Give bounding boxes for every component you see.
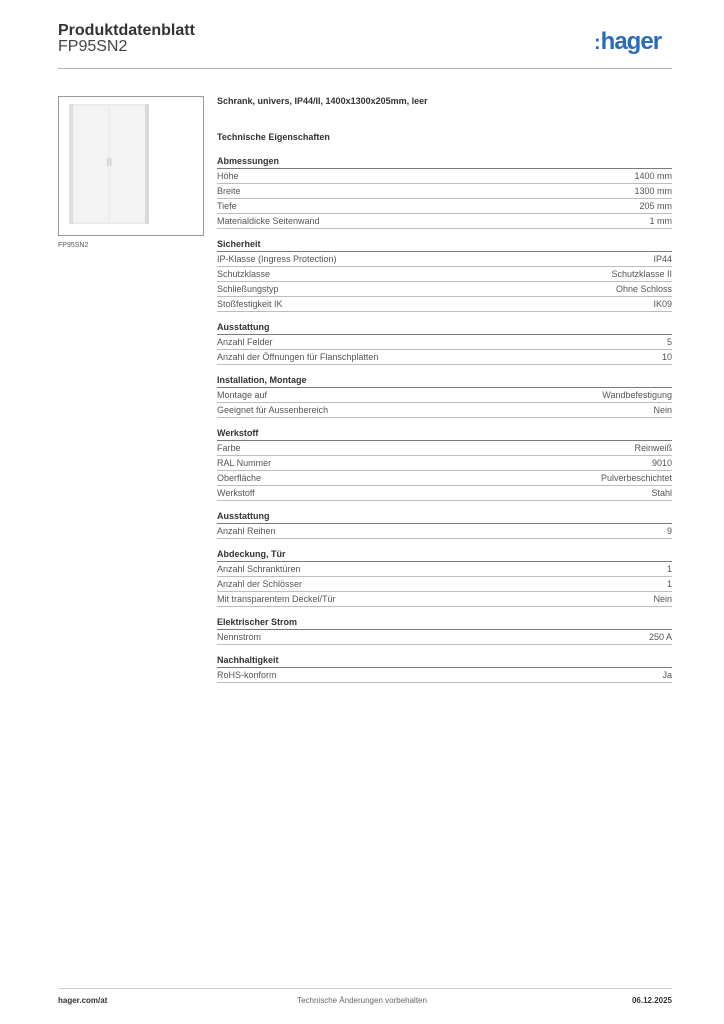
spec-value: Reinweiß <box>634 443 672 453</box>
product-image-frame <box>58 96 204 236</box>
spec-label: Höhe <box>217 171 239 181</box>
product-code: FP95SN2 <box>58 38 128 55</box>
cabinet-image <box>67 104 151 224</box>
spec-value: 5 <box>666 337 672 347</box>
section-title: Elektrischer Strom <box>217 616 672 630</box>
spec-value: 1 <box>666 579 672 589</box>
logo-dots-icon: : <box>594 32 600 54</box>
spec-section <box>217 238 672 312</box>
spec-value: 9010 <box>651 458 672 468</box>
spec-value: Nein <box>653 405 672 415</box>
spec-label: Anzahl Felder <box>217 337 273 347</box>
product-description: Schrank, univers, IP44/II, 1400x1300x205mm, leer <box>217 96 428 106</box>
spec-value: IK09 <box>653 299 672 309</box>
spec-label: Anzahl Schranktüren <box>217 564 301 574</box>
spec-value: Wandbefestigung <box>602 390 672 400</box>
spec-section <box>217 427 672 501</box>
spec-row <box>217 403 672 418</box>
spec-row <box>217 169 672 184</box>
spec-value: Pulverbeschichtet <box>600 473 672 483</box>
spec-value: Stahl <box>651 488 672 498</box>
spec-value: 250 A <box>648 632 672 642</box>
spec-row <box>217 184 672 199</box>
spec-label: Oberfläche <box>217 473 262 483</box>
spec-label: Schutzklasse <box>217 269 271 279</box>
header-divider <box>58 68 672 69</box>
spec-label: Geeignet für Aussenbereich <box>217 405 329 415</box>
spec-row <box>217 335 672 350</box>
spec-section <box>217 654 672 683</box>
page-title: Produktdatenblatt <box>58 22 195 39</box>
image-caption: FP95SN2 <box>58 242 89 249</box>
footer-date: 06.12.2025 <box>631 996 672 1005</box>
spec-row <box>217 577 672 592</box>
spec-value: 1 mm <box>649 216 672 226</box>
spec-value: 9 <box>666 526 672 536</box>
logo-text: hager <box>600 28 662 55</box>
spec-row <box>217 471 672 486</box>
technical-properties-heading: Technische Eigenschaften <box>217 132 330 142</box>
spec-label: Schließungstyp <box>217 284 279 294</box>
spec-label: RoHS-konform <box>217 670 277 680</box>
spec-content <box>217 94 672 692</box>
spec-value: Nein <box>653 594 672 604</box>
spec-row <box>217 252 672 267</box>
spec-value: 1400 mm <box>634 171 672 181</box>
spec-section <box>217 321 672 365</box>
section-title: Installation, Montage <box>217 374 672 388</box>
spec-value: Schutzklasse II <box>611 269 672 279</box>
spec-label: Breite <box>217 186 241 196</box>
spec-value: Ohne Schloss <box>615 284 672 294</box>
spec-row <box>217 630 672 645</box>
section-title: Abmessungen <box>217 155 672 169</box>
footer-disclaimer: Technische Änderungen vorbehalten <box>297 996 427 1005</box>
section-title: Ausstattung <box>217 510 672 524</box>
spec-row <box>217 350 672 365</box>
spec-label: IP-Klasse (Ingress Protection) <box>217 254 337 264</box>
spec-label: Nennstrom <box>217 632 262 642</box>
spec-row <box>217 668 672 683</box>
section-title: Werkstoff <box>217 427 672 441</box>
section-title: Sicherheit <box>217 238 672 252</box>
section-title: Ausstattung <box>217 321 672 335</box>
footer-divider <box>58 988 672 989</box>
spec-label: Anzahl der Schlösser <box>217 579 303 589</box>
section-title: Abdeckung, Tür <box>217 548 672 562</box>
spec-row <box>217 199 672 214</box>
spec-row <box>217 214 672 229</box>
spec-section <box>217 374 672 418</box>
section-title: Nachhaltigkeit <box>217 654 672 668</box>
spec-row <box>217 267 672 282</box>
spec-row <box>217 441 672 456</box>
spec-label: Farbe <box>217 443 241 453</box>
spec-row <box>217 456 672 471</box>
spec-section <box>217 616 672 645</box>
spec-value: 1300 mm <box>634 186 672 196</box>
spec-label: Materialdicke Seitenwand <box>217 216 320 226</box>
spec-value: 205 mm <box>639 201 672 211</box>
spec-label: Stoßfestigkeit IK <box>217 299 283 309</box>
spec-sections <box>217 155 672 683</box>
footer-website: hager.com/at <box>58 996 108 1005</box>
spec-label: Mit transparentem Deckel/Tür <box>217 594 336 604</box>
spec-value: Ja <box>662 670 672 680</box>
spec-row <box>217 524 672 539</box>
spec-value: 1 <box>666 564 672 574</box>
spec-section <box>217 155 672 229</box>
spec-row <box>217 282 672 297</box>
spec-label: Tiefe <box>217 201 237 211</box>
spec-row <box>217 486 672 501</box>
spec-row <box>217 592 672 607</box>
spec-label: Anzahl der Öffnungen für Flanschplatten <box>217 352 379 362</box>
spec-label: Anzahl Reihen <box>217 526 276 536</box>
spec-label: Werkstoff <box>217 488 255 498</box>
spec-row <box>217 388 672 403</box>
spec-label: Montage auf <box>217 390 268 400</box>
spec-row <box>217 562 672 577</box>
spec-row <box>217 297 672 312</box>
spec-value: IP44 <box>653 254 672 264</box>
hager-logo <box>594 28 661 56</box>
spec-section <box>217 510 672 539</box>
spec-value: 10 <box>661 352 672 362</box>
spec-section <box>217 548 672 607</box>
spec-label: RAL Nummer <box>217 458 272 468</box>
